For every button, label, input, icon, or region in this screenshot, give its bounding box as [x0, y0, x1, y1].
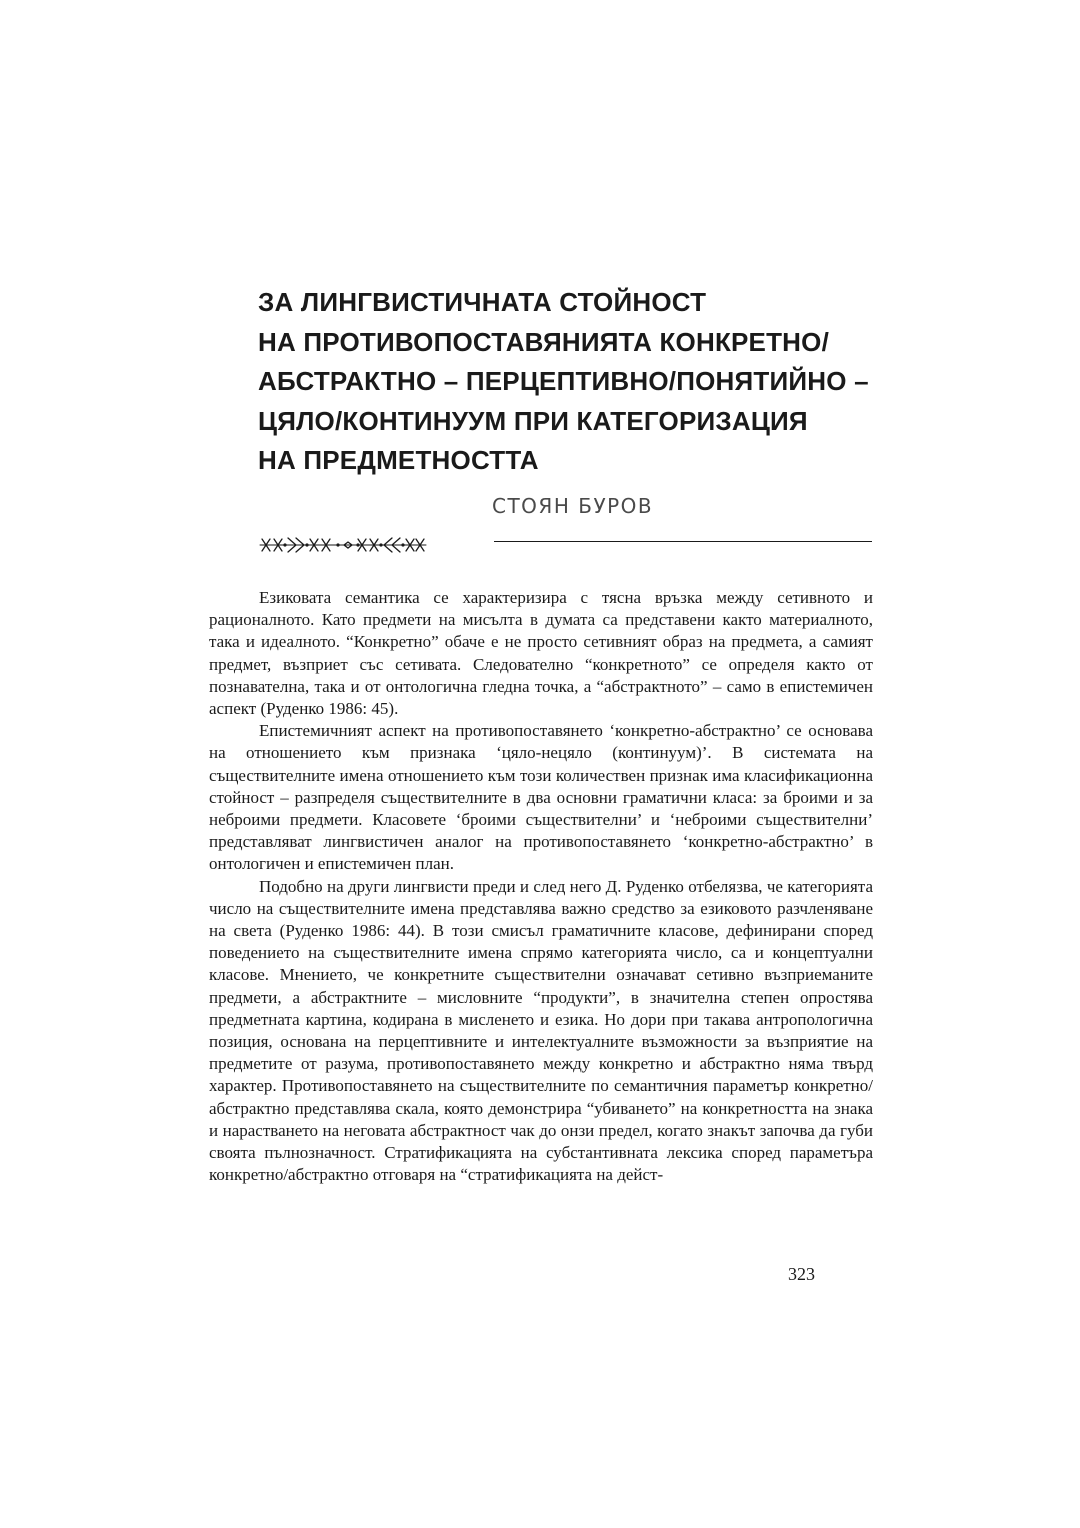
article-title	[258, 283, 898, 481]
title-line: ЗА ЛИНГВИСТИЧНАТА СТОЙНОСТ	[258, 287, 707, 317]
page-number: 323	[788, 1264, 815, 1284]
paragraph: Епистемичният аспект на противопоставянето ‘конкретно-абстрактно’ се основава на отношението към признака ‘цяло-нецяло (континуум)’. В системата на съществителните имена отношението към този количествен признак има класификационна стойност – разпределя съществителните в два основни граматични класа: за броими и за неброими предмети. Класовете ‘броими съществителни’ и ‘неброими съществителни’ представляват лингвистичен аналог на противопоставянето ‘конкретно-абстрактно’ в онтологичен и епистемичен план.	[209, 721, 873, 874]
ornament-icon	[258, 533, 428, 557]
title-line: ЦЯЛО/КОНТИНУУМ ПРИ КАТЕГОРИЗАЦИЯ	[258, 405, 808, 436]
author-divider	[494, 541, 872, 542]
author-name: СТОЯН БУРОВ	[492, 494, 654, 518]
title-line: АБСТРАКТНО – ПЕРЦЕПТИВНО/ПОНЯТИЙНО –	[258, 366, 869, 396]
paragraph: Подобно на други лингвисти преди и след него Д. Руденко отбелязва, че категорията число на съществителните имена представлява важно средство за езиковото разчленяване на света (Руденко 1986: 44). В този смисъл граматичните класове, дефинирани според поведението на съществителните имена спрямо категорията число, са и концептуални класове. Мнението, че конкретните съществителни означават сетивно възприеманите предмети, а абстрактните – мисловните “продукти”, в значителна степен опростява предметната картина, кодирана в мисленето и езика. Но дори при такава антропологична позиция, основана на перцептивните и интелектуалните възможности за възприятие на предметите от разума, противопоставянето между конкретно и абстрактно няма твърд характер. Противопоставянето на съществителните по семантичния параметър конкретно/абстрактно представлява скала, която демонстрира “убиването” на конкретността на знака и нарастването на неговата абстрактност чак до онзи предел, когато знакът започва да губи своята пълнозначност. Стратификацията на субстантивната лексика според параметъра конкретно/абстрактно отговаря на “стратификацията на дейст-	[209, 876, 873, 1185]
title-line: НА ПРЕДМЕТНОСТТА	[258, 445, 539, 475]
article-body	[209, 587, 873, 1186]
title-line: НА ПРОТИВОПОСТАВЯНИЯТА КОНКРЕТНО/	[258, 326, 830, 357]
paragraph: Езиковата семантика се характеризира с тясна връзка между сетивното и рационалното. Като предмети на мисълта в думата са представени както материалното, така и идеалното. “Конкретно” обаче е не просто сетивният образ на предмета, а самият предмет, възприет със сетивата. Следователно “конкретното” се определя както от познавателна, така и от онтологична гледна точка, а “абстрактното” – само в епистемичен аспект (Руденко 1986: 45).	[209, 588, 873, 719]
